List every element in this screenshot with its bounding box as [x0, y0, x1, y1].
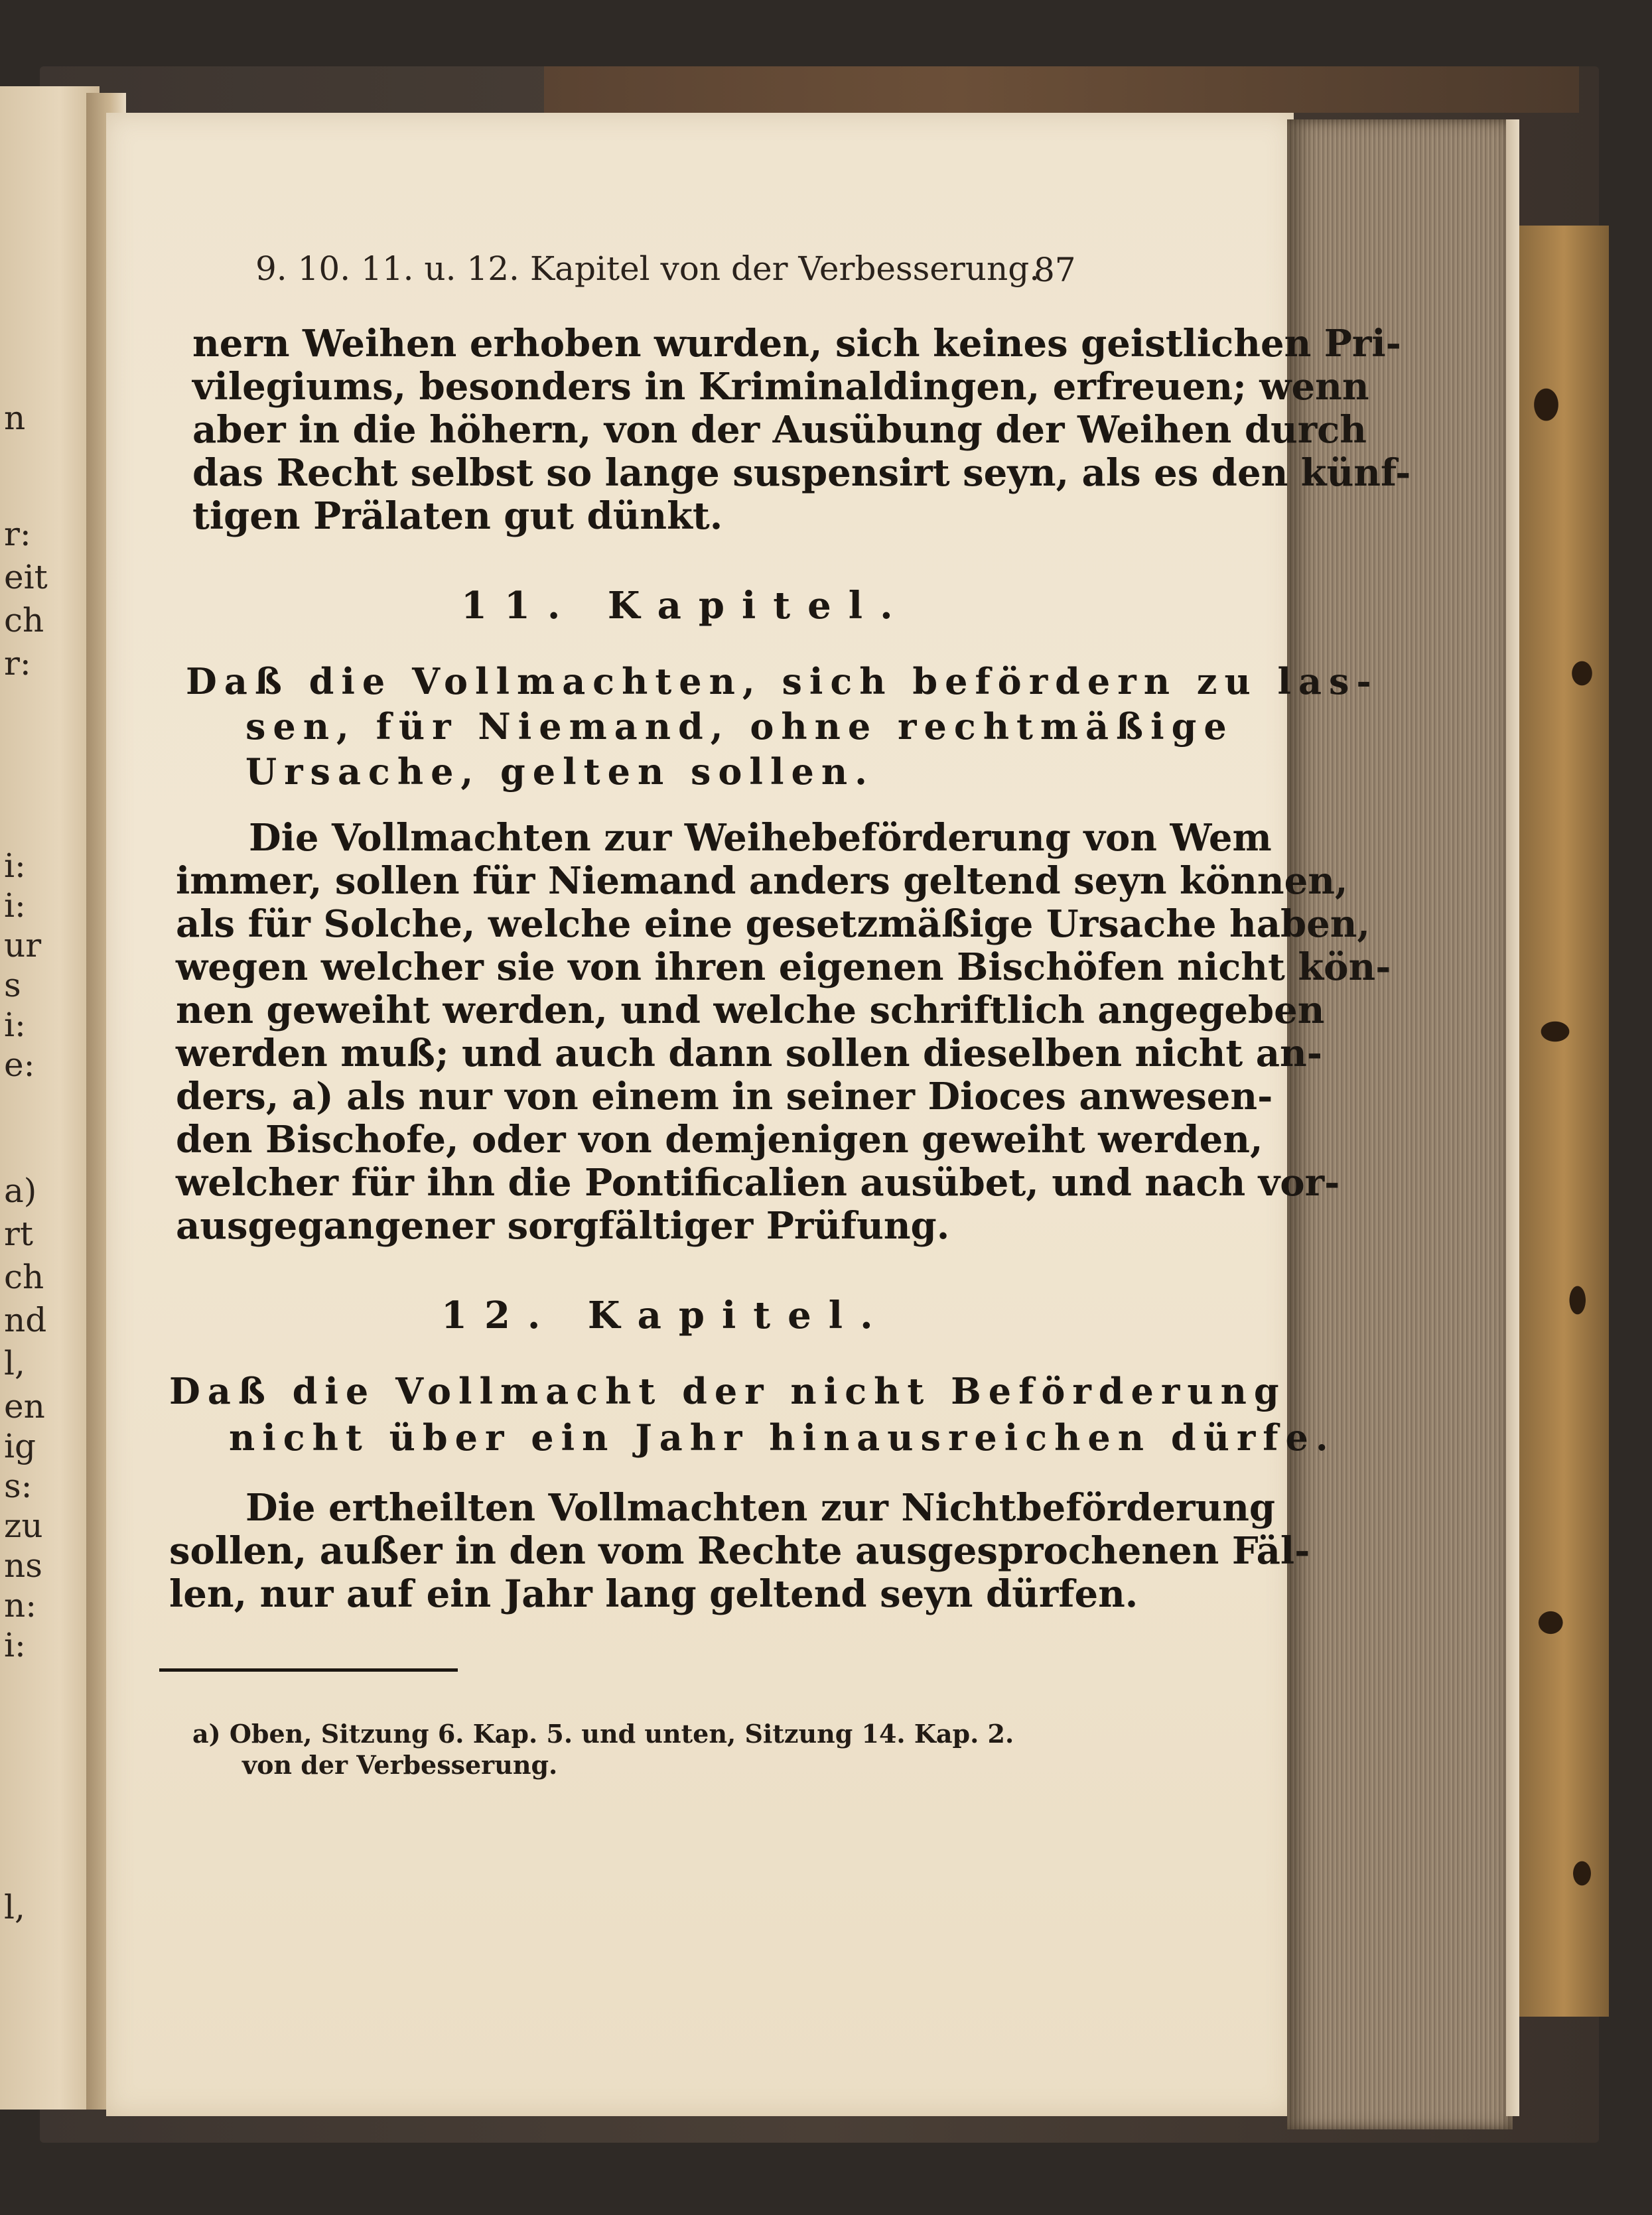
footnote-line: a) Oben, Sitzung 6. Kap. 5. und unten, Sitzung 14. Kap. 2.	[192, 1719, 1014, 1749]
chapter-heading: 11. Kapitel.	[461, 584, 910, 628]
left-fragment: s:	[4, 1467, 33, 1505]
chapter-heading: 12. Kapitel.	[441, 1294, 890, 1337]
left-fragment: zu	[4, 1507, 43, 1545]
left-fragment: ns	[4, 1546, 42, 1585]
left-fragment: r:	[4, 515, 31, 553]
text-line: ausgegangener sorgfältiger Prüfung.	[176, 1204, 950, 1248]
text-line: nern Weihen erhoben wurden, sich keines geistlichen Pri-	[192, 322, 1401, 366]
left-fragment: n	[4, 399, 26, 437]
left-fragment: ur	[4, 926, 42, 965]
left-fragment: nd	[4, 1301, 47, 1339]
text-line: das Recht selbst so lange suspensirt seyn, als es den künf-	[192, 451, 1411, 495]
left-fragment: i:	[4, 1006, 26, 1044]
left-fragment: i:	[4, 886, 26, 925]
chapter-subtitle-line: Ursache, gelten sollen.	[245, 750, 874, 793]
text-line: wegen welcher sie von ihren eigenen Bischöfen nicht kön-	[176, 945, 1391, 989]
text-line: nen geweiht werden, und welche schriftlich angegeben	[176, 988, 1325, 1032]
left-fragment: en	[4, 1387, 45, 1426]
running-header: 9. 10. 11. u. 12. Kapitel von der Verbesserung.	[255, 249, 1040, 288]
left-fragment: l,	[4, 1344, 25, 1382]
left-fragment: r:	[4, 644, 31, 683]
chapter-subtitle-line: sen, für Niemand, ohne rechtmäßige	[245, 705, 1234, 748]
left-fragment: ig	[4, 1427, 36, 1465]
text-line: ders, a) als nur von einem in seiner Dioces anwesen-	[176, 1075, 1273, 1118]
marbled-cover	[1519, 226, 1609, 2017]
left-fragment: n:	[4, 1586, 37, 1625]
book-top-edge	[544, 66, 1579, 113]
left-fragment: l,	[4, 1888, 25, 1926]
left-fragment: eit	[4, 558, 48, 596]
text-line: werden muß; und auch dann sollen dieselben nicht an-	[176, 1032, 1322, 1075]
left-fragment: i:	[4, 1626, 26, 1664]
left-fragment: a)	[4, 1172, 37, 1210]
page-edges-highlight	[1506, 119, 1519, 2116]
left-fragment: e:	[4, 1045, 35, 1084]
footnote-line: von der Verbesserung.	[242, 1750, 558, 1780]
page-number: 87	[1034, 251, 1076, 289]
footnote-rule	[159, 1668, 458, 1672]
text-line: aber in die höhern, von der Ausübung der Weihen durch	[192, 408, 1367, 452]
left-page	[0, 86, 100, 2110]
chapter-subtitle-line: nicht über ein Jahr hinausreichen dürfe.	[229, 1416, 1336, 1459]
text-line: welcher für ihn die Pontificalien ausübet, und nach vor-	[176, 1161, 1340, 1205]
left-fragment: i:	[4, 846, 26, 885]
text-line: Die ertheilten Vollmachten zur Nichtbeförderung	[245, 1486, 1276, 1530]
text-line: den Bischofe, oder von demjenigen geweiht werden,	[176, 1118, 1263, 1162]
left-fragment: ch	[4, 1258, 44, 1296]
left-fragment: rt	[4, 1215, 33, 1253]
text-line: vilegiums, besonders in Kriminaldingen, erfreuen; wenn	[192, 365, 1369, 409]
text-line: sollen, außer in den vom Rechte ausgesprochenen Fäl-	[169, 1529, 1310, 1573]
text-line: immer, sollen für Niemand anders geltend seyn können,	[176, 859, 1348, 903]
left-fragment: ch	[4, 601, 44, 639]
text-line: len, nur auf ein Jahr lang geltend seyn dürfen.	[169, 1572, 1138, 1616]
chapter-subtitle-line: Daß die Vollmachten, sich befördern zu las-	[186, 660, 1379, 703]
chapter-subtitle-line: Daß die Vollmacht der nicht Beförderung	[169, 1370, 1286, 1412]
text-line: als für Solche, welche eine gesetzmäßige Ursache haben,	[176, 902, 1371, 946]
text-line: tigen Prälaten gut dünkt.	[192, 494, 723, 538]
left-fragment: s	[4, 966, 21, 1004]
text-line: Die Vollmachten zur Weihebeförderung von Wem	[249, 816, 1272, 860]
